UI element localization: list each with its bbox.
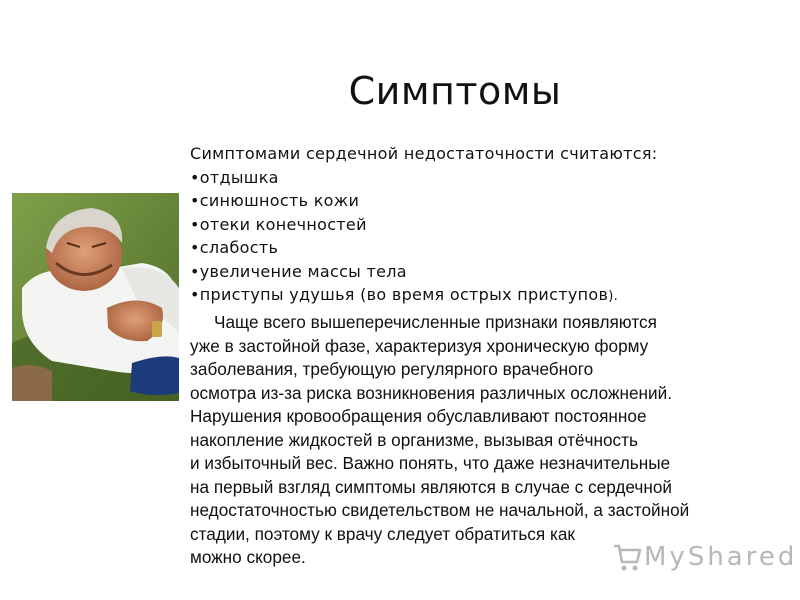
list-item — [190, 283, 750, 309]
paragraph-line: заболевания, требующую регулярного врачебного — [190, 359, 594, 379]
list-item-tail: ). — [608, 289, 619, 304]
paragraph-line: Нарушения кровообращения обуславливают постоянное — [190, 406, 647, 426]
watermark — [612, 539, 798, 575]
paragraph-line: недостаточностью свидетельством не начальной, а застойной — [190, 500, 690, 520]
list-item: • увеличение массы тела — [190, 260, 750, 284]
list-item: • отеки конечностей — [190, 213, 750, 237]
intro-lead: Симптомами сердечной недостаточности считаются: — [190, 144, 658, 163]
watermark-text: MyShared — [644, 542, 798, 572]
body-paragraph — [190, 311, 795, 570]
symptom-list — [190, 166, 750, 309]
man-clutching-chest-photo — [12, 193, 179, 401]
list-item: • синюшность кожи — [190, 189, 750, 213]
slide-title: Симптомы — [348, 69, 562, 113]
cart-logo-icon — [612, 540, 642, 574]
paragraph-line: осмотра из-за риска возникновения различных осложнений. — [190, 382, 673, 403]
paragraph-line: можно скорее. — [190, 547, 306, 567]
paragraph-line: уже в застойной фазе, характеризуя хроническую форму — [190, 335, 649, 356]
paragraph-line: накопление жидкостей в организме, вызывая отёчность — [190, 429, 638, 450]
paragraph-line: Чаще всего вышеперечисленные признаки появляются — [214, 312, 657, 332]
paragraph-line: стадии, поэтому к врачу следует обратиться как — [190, 523, 575, 544]
list-item: • отдышка — [190, 166, 750, 190]
paragraph-line: на первый взгляд симптомы являются в случае с сердечной — [190, 476, 672, 497]
intro-block — [190, 142, 750, 309]
list-item-text: приступы удушья (во время острых приступов — [199, 285, 609, 304]
paragraph-line: и избыточный вес. Важно понять, что даже незначительные — [190, 453, 671, 473]
list-item: • слабость — [190, 236, 750, 260]
